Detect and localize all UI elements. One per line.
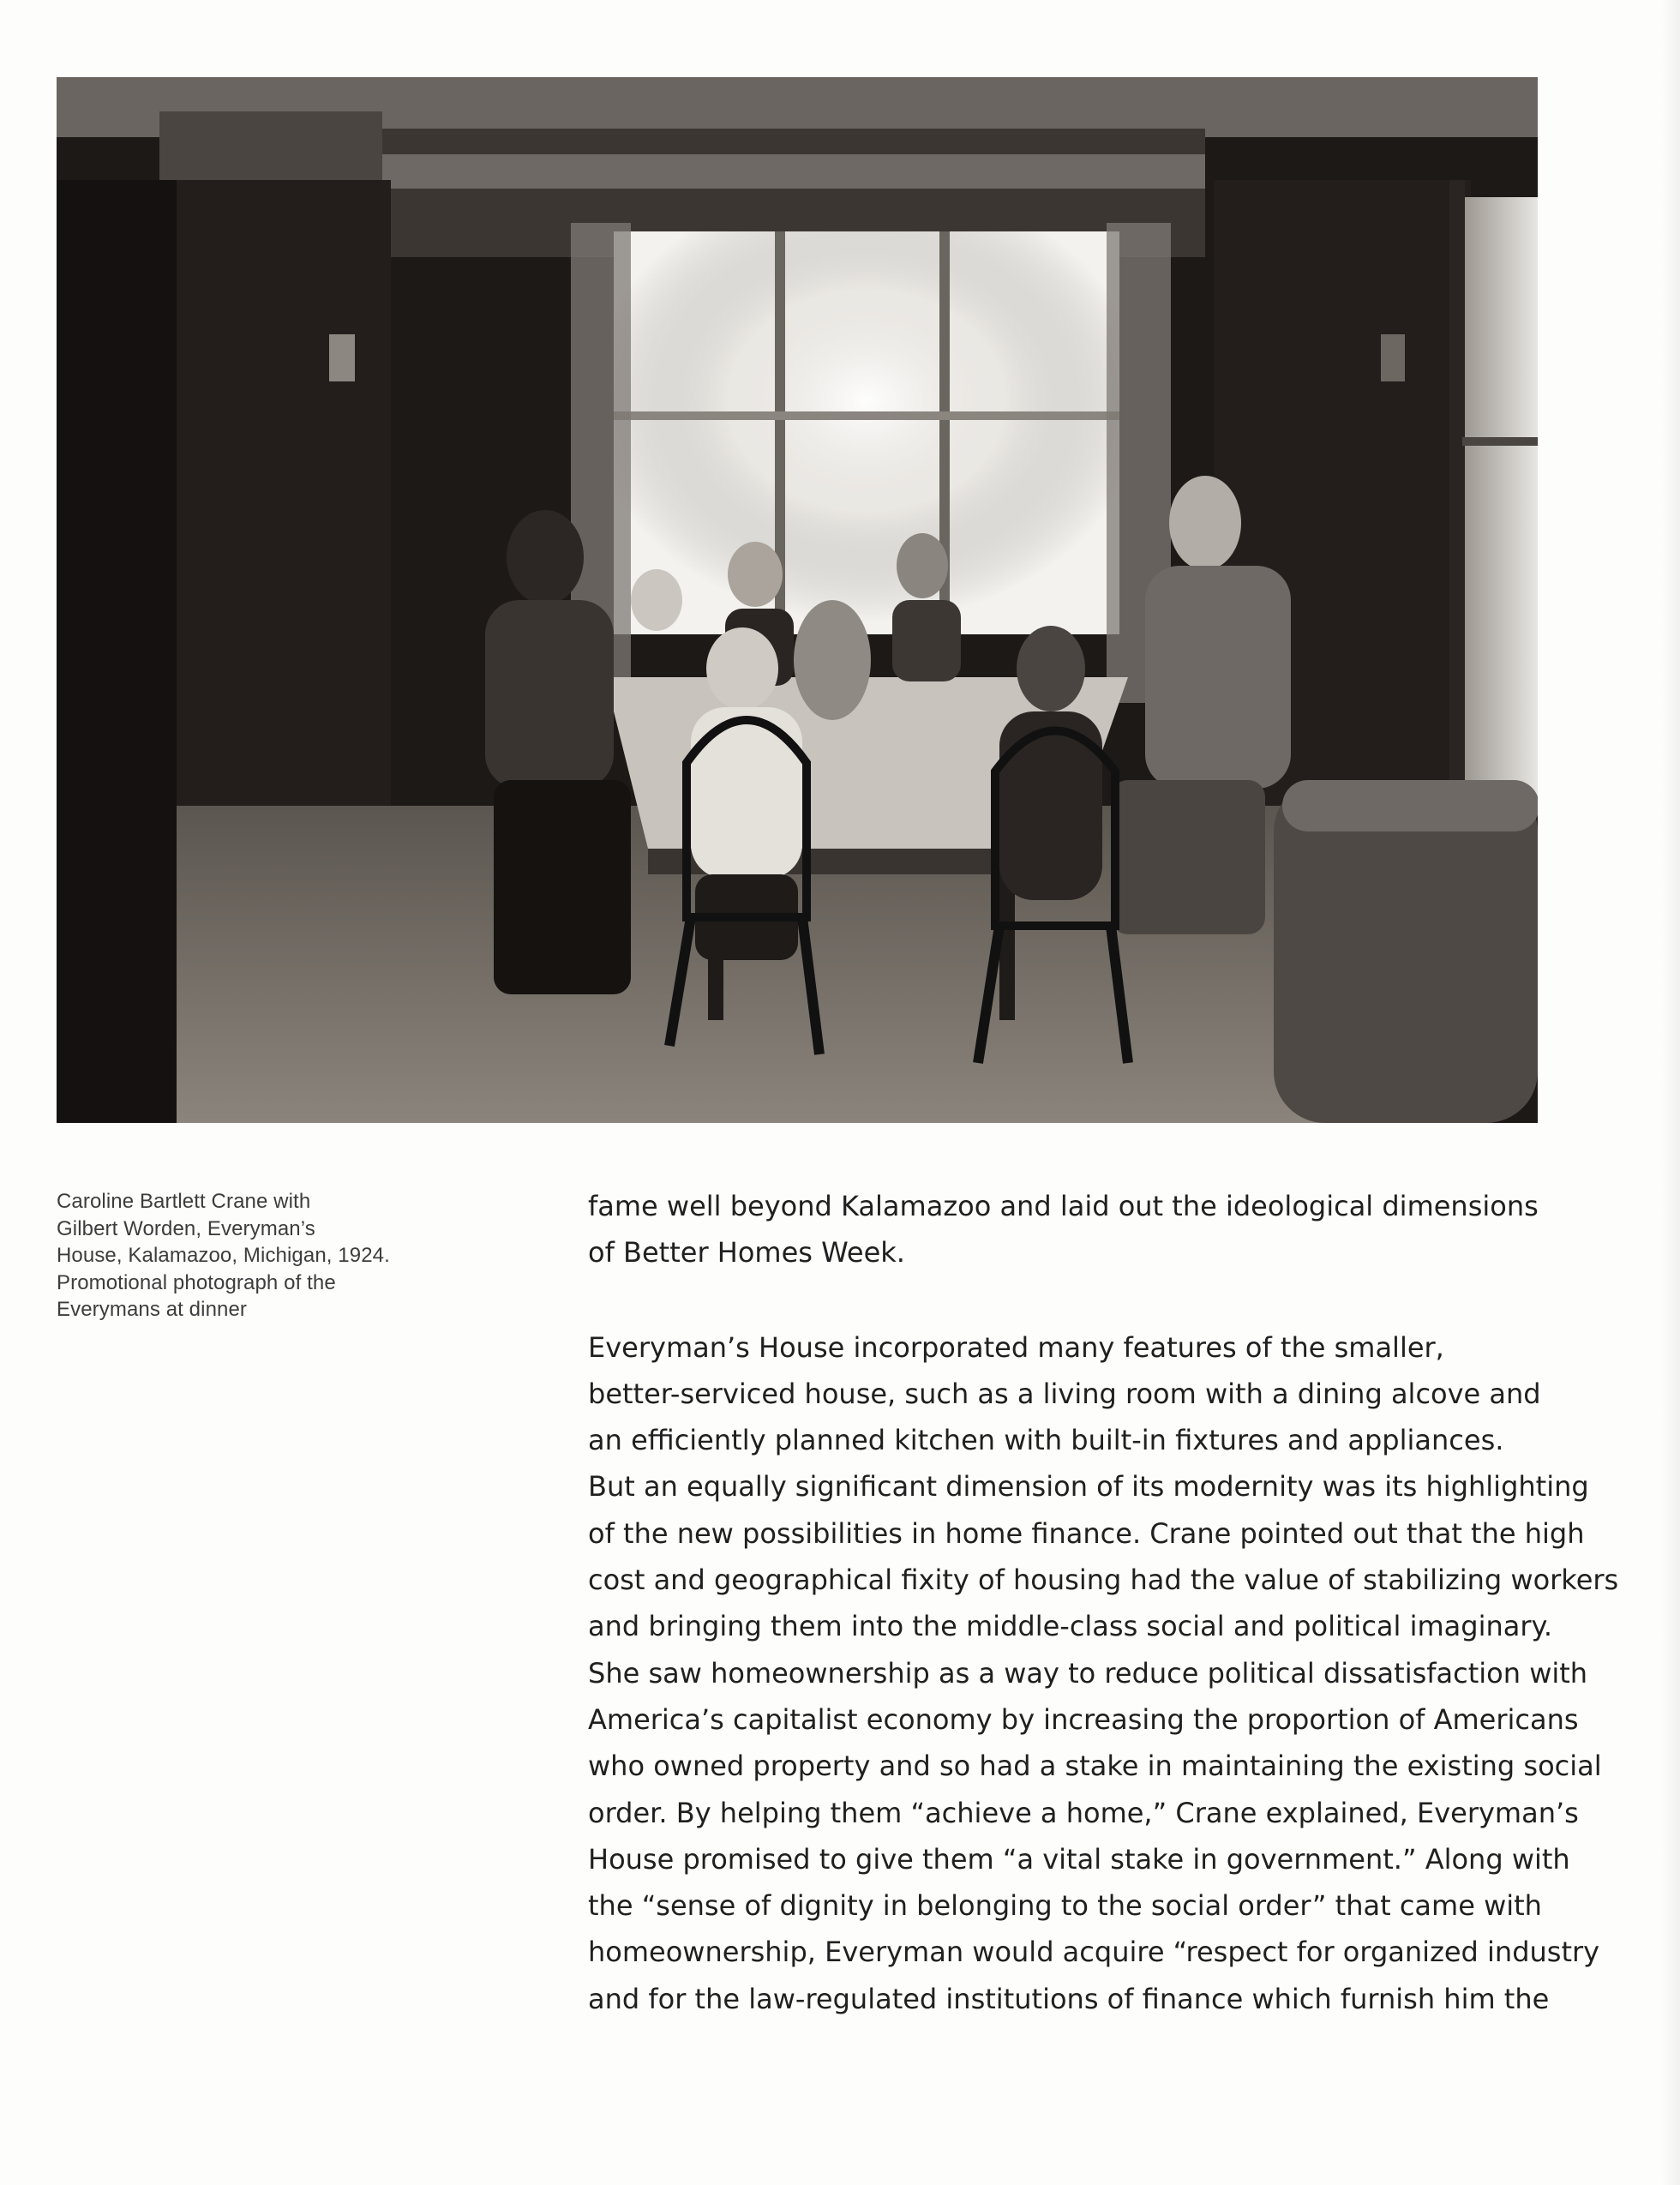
text-line: the “sense of dignity in belonging to the social order” that came with [588,1889,1542,1923]
text-line: Everyman’s House incorporated many features of the smaller, [588,1330,1444,1364]
paragraph-gap [588,1276,1599,1324]
photo-illustration [57,77,1538,1123]
paragraph-2 [588,1324,1619,2022]
paragraph-1 [588,1183,1599,1276]
text-line: fame well beyond Kalamazoo and laid out the ideological dimensions [588,1190,1539,1222]
caption-line: Gilbert Worden, Everyman’s [57,1216,315,1240]
text-line: and for the law-regulated institutions of finance which furnish him the [588,1982,1550,2015]
caption-line: House, Kalamazoo, Michigan, 1924. [57,1244,390,1267]
caption-line: Caroline Bartlett Crane with [57,1190,311,1213]
caption-line: Promotional photograph of the [57,1270,336,1294]
body-text [588,1183,1619,2022]
text-line: But an equally significant dimension of its modernity was its highlighting [588,1470,1589,1504]
text-line: House promised to give them “a vital stake in government.” Along with [588,1842,1570,1876]
text-line: better-serviced house, such as a living room with a dining alcove and [588,1377,1541,1410]
text-line: order. By helping them “achieve a home,” Crane explained, Everyman’s [588,1796,1579,1829]
text-line: an efficiently planned kitchen with built-in fixtures and appliances. [588,1424,1504,1457]
family-dinner-photograph [57,77,1538,1123]
text-line: She saw homeownership as a way to reduce political dissatisfaction with [588,1656,1588,1690]
text-line: of Better Homes Week. [588,1236,905,1270]
caption-line: Everymans at dinner [57,1298,248,1321]
photo-caption [57,1188,434,1324]
text-line: who owned property and so had a stake in maintaining the existing social [588,1750,1602,1783]
text-line: cost and geographical fixity of housing had the value of stabilizing workers [588,1564,1619,1597]
text-line: and bringing them into the middle-class social and political imaginary. [588,1610,1553,1643]
text-line: homeownership, Everyman would acquire “respect for organized industry [588,1936,1600,1969]
text-line: America’s capitalist economy by increasing the proportion of Americans [588,1702,1579,1736]
text-line: of the new possibilities in home finance. Crane pointed out that the high [588,1516,1585,1550]
page-edge [1661,0,1680,2185]
